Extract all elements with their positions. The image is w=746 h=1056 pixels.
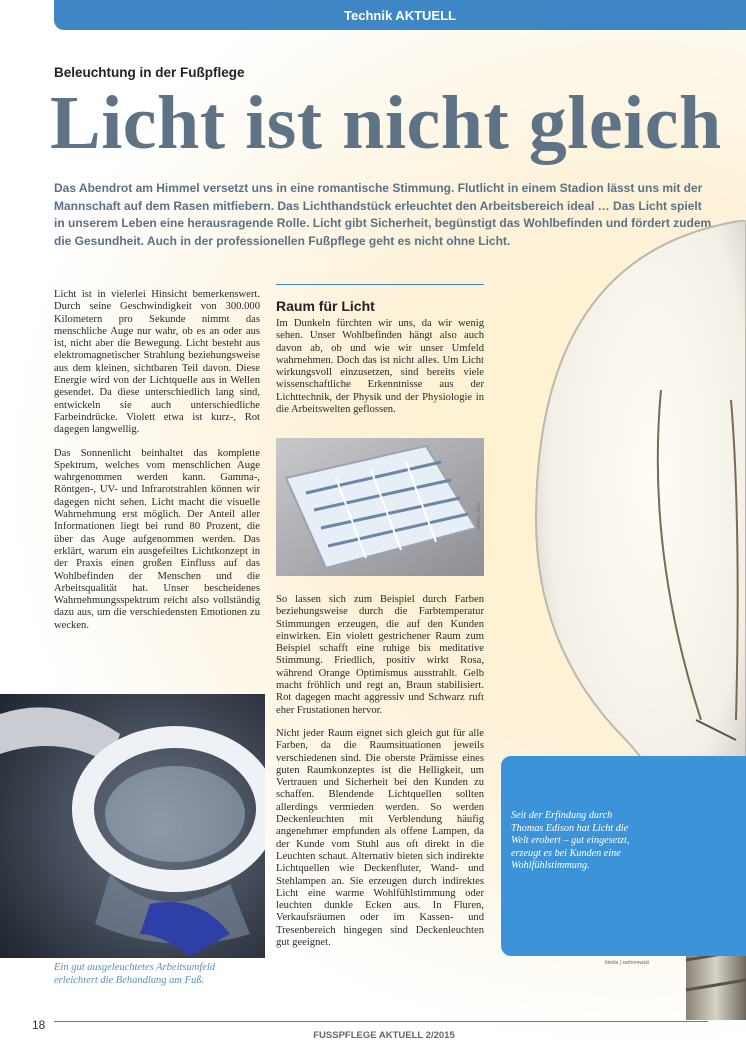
subhead-rule <box>276 284 484 285</box>
magnifier-lamp-photo <box>0 694 265 958</box>
publication-footer: FUSSPFLEGE AKTUELL 2/2015 <box>313 1030 455 1041</box>
page-number: 18 <box>32 1018 46 1032</box>
photo-credit: fotolia | sarhorewski <box>605 960 650 966</box>
photo-caption: Ein gut ausgeleuchtetes Arbeitsumfeld erleichtert die Behandlung am Fuß. <box>54 962 216 986</box>
body-column-mid-bottom <box>276 594 484 960</box>
article-kicker: Beleuchtung in der Fußpflege <box>54 65 245 80</box>
info-box-text: Seit der Erfindung durch Thomas Edison hat Licht die Welt erobert – gut eingesetzt, erzeugt es bei Kunden eine Wohlfühlstimmung. <box>511 810 630 871</box>
section-header <box>54 0 746 30</box>
paragraph: Im Dunkeln fürchten wir uns, da wir wenig sehen. Unser Wohlbefinden hängt also auch davon ab, ob und wie wir unser Umfeld wahrnehmen. Doch das ist nicht alles. Um Licht wirkungsvoll einzusetzen, sind bereits viele wissenschaftliche Erkenntnisse aus der Lichttechnik, der Physik und der Physiologie in die Arbeitswelten geflossen. <box>276 318 484 416</box>
body-column-mid-top <box>276 318 484 427</box>
article-title: Licht ist nicht gleich <box>50 81 722 165</box>
ceiling-light-photo <box>276 438 484 576</box>
footer-rule <box>54 1021 708 1022</box>
subheading: Raum für Licht <box>276 298 375 314</box>
paragraph: Licht ist in vielerlei Hinsicht bemerkenswert. Durch seine Geschwindigkeit von 300.000 Kilometern pro Sekunde nimmt das menschliche Auge nur wahr, ob es an oder aus ist, nicht aber die Bewegung. Licht besteht aus elektromagnetischer Strahlung beziehungsweise aus dem kleinen, sichtbaren Teil davon. Diese Energie wird von der Lichtquelle aus in Wellen gesendet. Da diese unterschiedlich lang sind, entwickeln sie auch unterschiedliche Farbeindrücke. Violett etwa ist kurz-, Rot dagegen langwellig. <box>54 289 260 436</box>
photo-credit: fotolia | almir <box>476 501 482 530</box>
body-column-left <box>54 289 260 643</box>
article-lead: Das Abendrot am Himmel versetzt uns in eine romantische Stimmung. Flutlicht in einem Stadion lässt uns mit der Mannschaft auf dem Rasen mitfiebern. Das Lichthandstück erleuchtet den Arbeitsbereich ideal … Das Licht spielt in unserem Leben eine herausragende Rolle. Licht gibt Sicherheit, begünstigt das Wohlbefinden und fördert zudem die Gesundheit. Auch in der professionellen Fußpflege geht es nicht ohne Licht. <box>54 181 712 248</box>
paragraph: Das Sonnenlicht beinhaltet das komplette Spektrum, welches vom menschlichen Auge wahrgenommen werden kann. Gamma-, Röntgen-, UV- und Infrarotstrahlen können wir dagegen nicht sehen. Licht macht die visuelle Wahrnehmung erst möglich. Der Anteil aller Informationen liegt bei rund 80 Prozent, die über das Auge aufgenommen werden. Das erklärt, warum ein ausgefeiltes Lichtkonzept in der Praxis einen großen Einfluss auf das Wohlbefinden der Menschen und die Arbeitsqualität hat. Unser bescheidenes Wahrnehmungsspektrum reicht also vollständig dazu aus, um die verschiedensten Emotionen zu wecken. <box>54 447 260 631</box>
paragraph: Nicht jeder Raum eignet sich gleich gut für alle Farben, da die Raumsituationen jeweils verschiedenen sind. Die oberste Prämisse eines guten Raumkonzeptes ist die Helligkeit, um Vertrauen und Sicherheit bei den Kunden zu schaffen. Blendende Lichtquellen sollten allerdings vermieden werden. So werden Deckenleuchten mit Verblendung häufig angenehmer empfunden als offene Lampen, da der Kunde vom Stuhl aus oft direkt in die Leuchten schaut. Alternativ bieten sich indirekte Lichtquellen wie Deckenfluter, Wand- und Stehlampen an. Sie erzeugen durch indirektes Licht eine warme Wohlfühlstimmung oder leuchten dunkle Ecken aus. In Fluren, Verkaufsräumen oder im Kassen- und Tresenbereich hingegen sind Deckenleuchten gut geeignet. <box>276 727 484 949</box>
section-label: Technik AKTUELL <box>344 8 456 23</box>
paragraph: So lassen sich zum Beispiel durch Farben beziehungsweise durch die Farbtemperatur Stimmungen erzeugen, die auf den Kunden einwirken. Ein violett gestrichener Raum zum Beispiel schafft eine ruhige bis meditative Stimmung. Friedlich, positiv wirkt Rosa, während Orange Optimismus ausstrahlt. Gelb macht fröhlich und regt an, Braun stabilisiert. Rot dagegen macht aggressiv und Schwarz ruft eher Frustationen hervor. <box>276 594 484 716</box>
